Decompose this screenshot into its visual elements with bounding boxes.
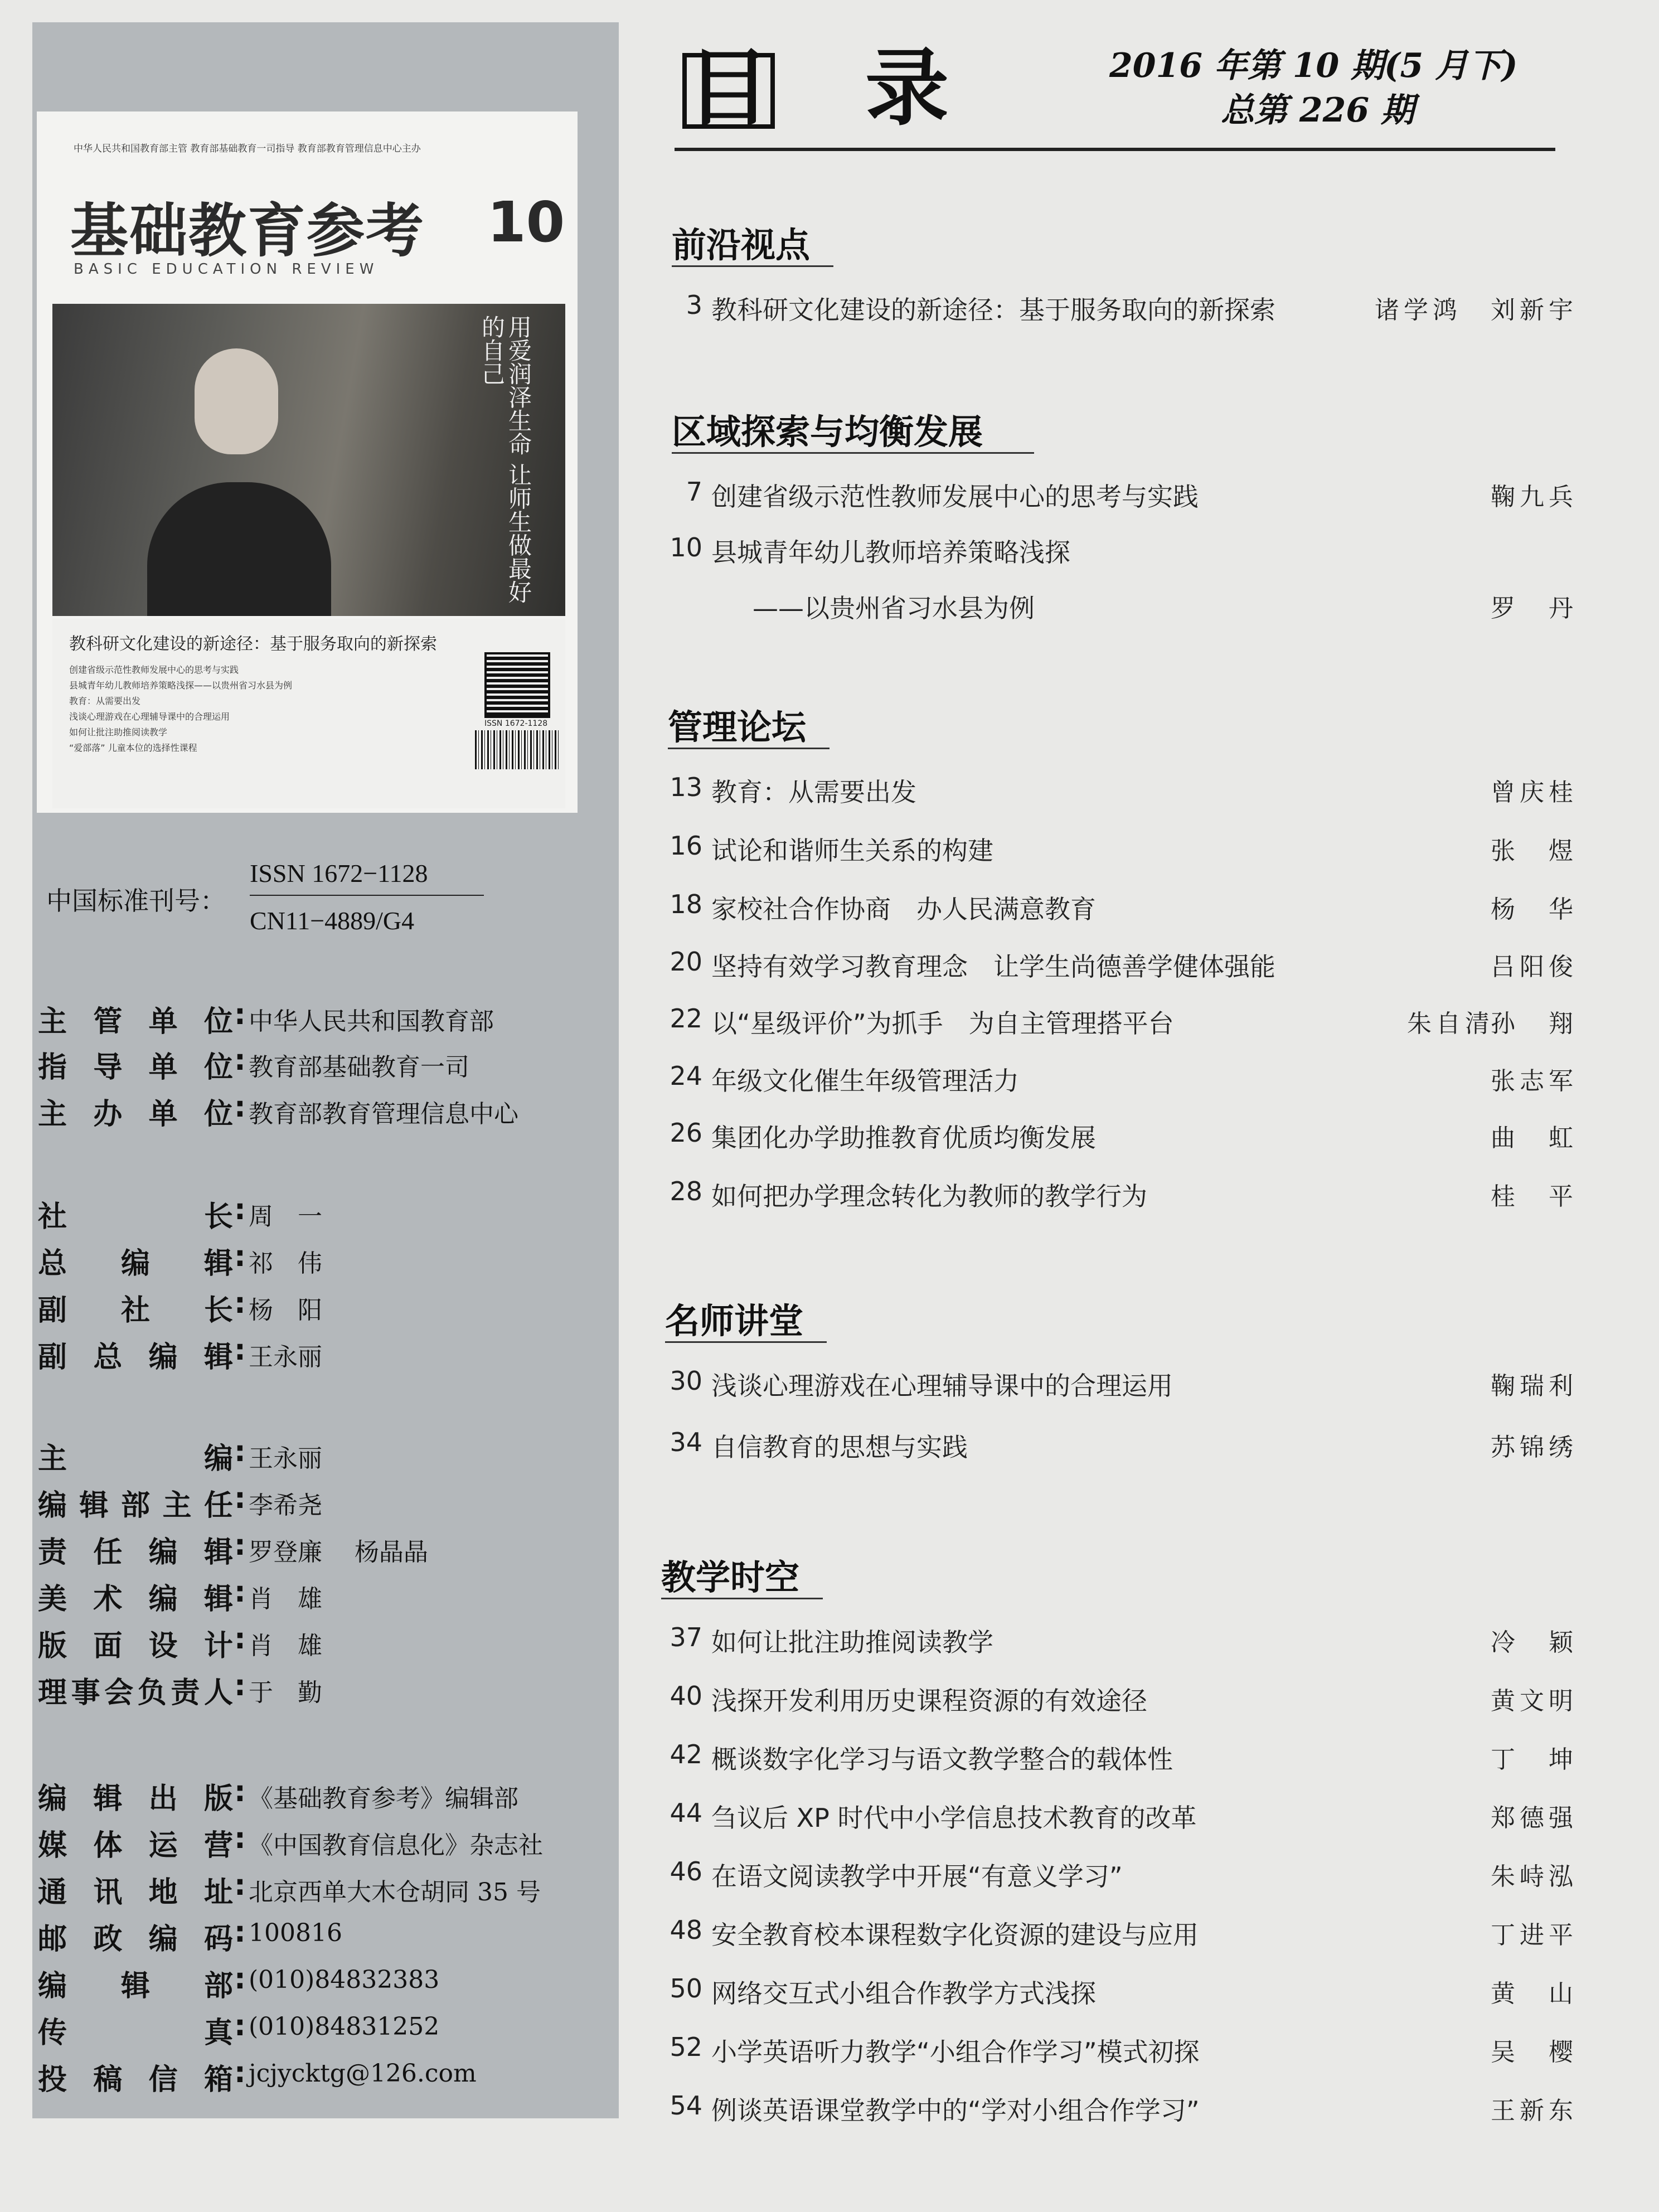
masthead-colon: : xyxy=(234,1915,246,1949)
entry-title: 如何让批注助推阅读教学 xyxy=(711,1627,993,1657)
entry-page-number: 46 xyxy=(670,1856,702,1886)
toc-entry[interactable] xyxy=(663,772,1578,811)
list-item: 如何让批注助推阅读教学 xyxy=(69,727,168,738)
toc-entry[interactable] xyxy=(663,1003,1578,1042)
masthead-value: 肖 雄 xyxy=(249,1632,322,1660)
toc-entry[interactable] xyxy=(663,831,1578,870)
cover-feature xyxy=(52,619,565,808)
masthead-value: 杨 阳 xyxy=(249,1296,322,1325)
masthead-colon: : xyxy=(234,1669,246,1702)
masthead-colon: : xyxy=(234,1529,246,1562)
entry-page-number: 24 xyxy=(670,1061,702,1091)
entry-author: 苏锦绣 xyxy=(1491,1433,1578,1462)
entry-author: 黄文明 xyxy=(1491,1687,1578,1715)
toc-entry[interactable] xyxy=(663,1366,1578,1405)
cover-image xyxy=(37,111,578,813)
entry-title: 教育：从需要出发 xyxy=(711,777,916,807)
toc-entry[interactable] xyxy=(663,1973,1578,2012)
masthead-label: 社长 xyxy=(38,1200,233,1234)
barcode-icon xyxy=(475,730,559,769)
page-title: 目录 xyxy=(687,40,1044,137)
masthead-value: 《基础教育参考》编辑部 xyxy=(249,1784,518,1813)
entry-page-number: 40 xyxy=(670,1681,702,1711)
masthead-label: 版面设计 xyxy=(38,1629,233,1663)
masthead-colon: : xyxy=(234,1193,246,1226)
masthead-label: 编辑部 xyxy=(38,1970,233,2003)
cover-feature-list xyxy=(69,662,292,756)
divider xyxy=(675,148,1555,151)
masthead-value: 肖 雄 xyxy=(249,1585,322,1613)
masthead-label: 通讯地址 xyxy=(38,1876,233,1909)
entry-title: 刍议后 XP 时代中小学信息技术教育的改革 xyxy=(711,1803,1197,1833)
masthead-value: 100816 xyxy=(249,1919,342,1947)
masthead-label: 编辑出版 xyxy=(38,1782,233,1816)
section-underline xyxy=(672,452,1034,454)
entry-page-number: 10 xyxy=(670,532,702,562)
entry-title: ——以贵州省习水县为例 xyxy=(753,593,1035,623)
entry-title: 概谈数字化学习与语文教学整合的载体性 xyxy=(711,1744,1173,1774)
cover-photo xyxy=(52,304,565,616)
masthead-value: 王永丽 xyxy=(249,1444,322,1473)
section-underline xyxy=(661,1598,823,1599)
masthead-label: 传真 xyxy=(38,2016,233,2050)
entry-author: 吕阳俊 xyxy=(1491,953,1578,981)
masthead-value: 罗登廉 杨晶晶 xyxy=(249,1538,428,1566)
masthead-row xyxy=(38,1915,618,1954)
entry-author: 丁 坤 xyxy=(1491,1745,1578,1774)
entry-page-number: 48 xyxy=(670,1915,702,1945)
masthead-label: 主办单位 xyxy=(38,1098,233,1131)
toc-entry[interactable] xyxy=(663,889,1578,928)
masthead-row xyxy=(38,2009,618,2048)
entry-author: 丁进平 xyxy=(1491,1921,1578,1949)
entry-title: 如何把办学理念转化为教师的教学行为 xyxy=(711,1181,1147,1211)
masthead-colon: : xyxy=(234,1240,246,1273)
entry-title: 浅谈心理游戏在心理辅导课中的合理运用 xyxy=(711,1371,1173,1401)
divider xyxy=(250,895,484,896)
entry-title: 家校社合作协商 办人民满意教育 xyxy=(711,894,1096,924)
toc-entry[interactable] xyxy=(663,1427,1578,1466)
masthead-value: 于 勤 xyxy=(249,1679,322,1707)
entry-title: 小学英语听力教学“小组合作学习”模式初探 xyxy=(711,2037,1200,2067)
masthead-row xyxy=(38,1090,618,1129)
masthead-colon: : xyxy=(234,1822,246,1855)
masthead-value: 李希尧 xyxy=(249,1491,322,1520)
masthead-row xyxy=(38,1822,618,1861)
entry-page-number: 37 xyxy=(670,1622,702,1652)
entry-page-number: 16 xyxy=(670,831,702,861)
section-underline xyxy=(672,265,833,267)
entry-page-number: 42 xyxy=(670,1739,702,1769)
entry-title: 创建省级示范性教师发展中心的思考与实践 xyxy=(711,482,1199,512)
entry-page-number: 18 xyxy=(670,889,702,919)
toc-entry[interactable] xyxy=(663,1681,1578,1720)
masthead-colon: : xyxy=(234,1333,246,1367)
entry-title: 试论和谐师生关系的构建 xyxy=(711,836,993,866)
masthead-value: 祁 伟 xyxy=(249,1249,322,1278)
entry-author: 罗 丹 xyxy=(1491,594,1578,623)
toc-entry[interactable] xyxy=(663,1915,1578,1954)
list-item: 县城青年幼儿教师培养策略浅探——以贵州省习水县为例 xyxy=(69,680,293,691)
masthead-row xyxy=(38,1482,618,1521)
masthead-value: (010)84832383 xyxy=(249,1966,440,1994)
masthead-label: 投稿信箱 xyxy=(38,2063,233,2097)
section-underline xyxy=(665,1341,827,1343)
entry-page-number: 3 xyxy=(686,290,702,320)
entry-author: 吴 樱 xyxy=(1491,2038,1578,2067)
masthead-value: jcjycktg@126.com xyxy=(249,2059,477,2088)
masthead-row xyxy=(38,1869,618,1908)
cn-number: CN11−4889/G4 xyxy=(250,906,415,935)
entry-page-number: 54 xyxy=(670,2090,702,2121)
list-item: 浅谈心理游戏在心理辅导课中的合理运用 xyxy=(69,711,230,722)
issn-label: 中国标准刊号： xyxy=(46,886,226,916)
masthead-row xyxy=(38,1669,618,1708)
entry-title: 坚持有效学习教育理念 让学生尚德善学健体强能 xyxy=(711,952,1275,982)
entry-title: 网络交互式小组合作教学方式浅探 xyxy=(711,1978,1096,2009)
entry-author: 王新东 xyxy=(1491,2097,1578,2125)
toc-entry[interactable] xyxy=(663,532,1578,571)
masthead-colon: : xyxy=(234,1575,246,1609)
barcode-issn: ISSN 1672-1128 xyxy=(484,719,548,728)
masthead-value: (010)84831252 xyxy=(249,2012,440,2041)
toc-entry[interactable] xyxy=(663,947,1578,986)
entry-page-number: 13 xyxy=(670,772,702,802)
masthead-row xyxy=(38,998,618,1037)
masthead-row xyxy=(38,1333,618,1372)
issue-label: 2016 年第 10 期(5 月下) xyxy=(1109,46,1518,85)
masthead-row xyxy=(38,1193,618,1232)
cover-title: 基础教育参考 xyxy=(70,196,425,265)
entry-page-number: 28 xyxy=(670,1176,702,1206)
cover-slogan: 用爱润泽生命 让师生做最好的自己 xyxy=(478,315,532,604)
cover-sponsors: 中华人民共和国教育部主管 教育部基础教育一司指导 教育部教育管理信息中心主办 xyxy=(74,143,421,154)
toc-entry[interactable] xyxy=(663,1798,1578,1837)
section-title: 管理论坛 xyxy=(668,707,807,748)
entry-page-number: 7 xyxy=(686,477,702,507)
cover-feature-title: 教科研文化建设的新途径：基于服务取向的新探索 xyxy=(69,634,437,654)
entry-page-number: 20 xyxy=(670,947,702,977)
masthead-colon: : xyxy=(234,2009,246,2043)
cover-person-body xyxy=(147,482,331,616)
section-title: 区域探索与均衡发展 xyxy=(672,411,983,452)
total-issue-label: 总第 226 期 xyxy=(1221,91,1415,130)
entry-page-number: 30 xyxy=(670,1366,702,1396)
masthead-row xyxy=(38,1529,618,1568)
masthead-row xyxy=(38,1622,618,1661)
masthead-row xyxy=(38,1575,618,1614)
masthead-row xyxy=(38,1044,618,1083)
toc-entry[interactable] xyxy=(663,290,1578,329)
section-title: 名师讲堂 xyxy=(665,1301,804,1341)
entry-page-number: 52 xyxy=(670,2032,702,2062)
masthead-colon: : xyxy=(234,998,246,1031)
masthead-value: 周 一 xyxy=(249,1202,322,1231)
entry-author: 黄 山 xyxy=(1491,1980,1578,2008)
masthead-row xyxy=(38,1240,618,1279)
toc-entry[interactable] xyxy=(663,2032,1578,2071)
masthead-label: 媒体运营 xyxy=(38,1829,233,1862)
masthead-colon: : xyxy=(234,1962,246,1996)
entry-title: 浅探开发利用历史课程资源的有效途径 xyxy=(711,1686,1147,1716)
masthead-label: 副总编辑 xyxy=(38,1341,233,1374)
entry-title: 集团化办学助推教育优质均衡发展 xyxy=(711,1123,1096,1153)
masthead-row xyxy=(38,1775,618,1814)
masthead-label: 责任编辑 xyxy=(38,1536,233,1569)
cover-person-head xyxy=(195,348,278,454)
entry-title: 以“星级评价”为抓手 为自主管理搭平台 xyxy=(711,1008,1174,1039)
masthead-label: 主编 xyxy=(38,1442,233,1476)
toc-entry[interactable] xyxy=(663,1856,1578,1895)
masthead-colon: : xyxy=(234,1435,246,1468)
masthead-label: 邮政编码 xyxy=(38,1923,233,1956)
entry-author: 张 煜 xyxy=(1491,837,1578,865)
masthead-panel xyxy=(32,22,619,2118)
entry-title: 自信教育的思想与实践 xyxy=(711,1432,968,1462)
list-item: “爱部落” 儿童本位的选择性课程 xyxy=(69,743,197,753)
entry-author: 桂 平 xyxy=(1491,1182,1578,1211)
issn-number: ISSN 1672−1128 xyxy=(250,859,428,887)
entry-title: 安全教育校本课程数字化资源的建设与应用 xyxy=(711,1920,1199,1950)
masthead-colon: : xyxy=(234,1775,246,1808)
masthead-value: 王永丽 xyxy=(249,1343,322,1371)
cover-header xyxy=(52,111,565,295)
masthead-colon: : xyxy=(234,1287,246,1320)
qr-code-icon xyxy=(484,652,550,718)
cover-title-en: BASIC EDUCATION REVIEW xyxy=(74,261,379,278)
masthead-label: 理事会负责人 xyxy=(38,1676,233,1710)
masthead-row xyxy=(38,2056,618,2095)
entry-author: 曲 虹 xyxy=(1491,1124,1578,1152)
entry-author: 张志军 xyxy=(1491,1067,1578,1095)
toc-entry[interactable] xyxy=(663,477,1578,516)
entry-author: 曾庆桂 xyxy=(1491,778,1578,807)
masthead-colon: : xyxy=(234,2056,246,2089)
masthead-label: 美术编辑 xyxy=(38,1583,233,1616)
entry-page-number: 26 xyxy=(670,1118,702,1148)
list-item: 创建省级示范性教师发展中心的思考与实践 xyxy=(69,664,239,675)
section-title: 教学时空 xyxy=(661,1557,800,1598)
entry-page-number: 22 xyxy=(670,1003,702,1034)
cover-issue-number: 10 xyxy=(487,190,565,255)
masthead-value: 教育部教育管理信息中心 xyxy=(249,1100,518,1128)
masthead-value: 《中国教育信息化》杂志社 xyxy=(249,1831,543,1860)
entry-author: 诸学鸿 刘新宇 xyxy=(1375,296,1578,324)
entry-author: 冷 颖 xyxy=(1491,1628,1578,1657)
masthead-value: 北京西单大木仓胡同 35 号 xyxy=(249,1878,541,1907)
masthead-label: 编辑部主任 xyxy=(38,1489,233,1522)
toc-entry[interactable] xyxy=(663,2090,1578,2129)
entry-author: 朱峙泓 xyxy=(1491,1862,1578,1891)
list-item: 教育：从需要出发 xyxy=(69,696,141,706)
section-underline xyxy=(668,748,830,749)
entry-page-number: 50 xyxy=(670,1973,702,2004)
masthead-row xyxy=(38,1287,618,1326)
toc-entry[interactable] xyxy=(663,1176,1578,1215)
masthead-value: 中华人民共和国教育部 xyxy=(249,1007,494,1036)
entry-title: 例谈英语课堂教学中的“学对小组合作学习” xyxy=(711,2095,1200,2126)
masthead-colon: : xyxy=(234,1482,246,1515)
masthead-colon: : xyxy=(234,1090,246,1124)
entry-author: 孙 翔 xyxy=(1491,1010,1578,1038)
masthead-row xyxy=(38,1435,618,1474)
toc-entry[interactable] xyxy=(663,1061,1578,1100)
entry-author: 杨 华 xyxy=(1491,895,1578,924)
entry-title: 教科研文化建设的新途径：基于服务取向的新探索 xyxy=(711,295,1275,325)
entry-author: 鞠瑞利 xyxy=(1491,1372,1578,1400)
masthead-colon: : xyxy=(234,1869,246,1902)
section-title: 前沿视点 xyxy=(672,225,811,265)
entry-title: 年级文化催生年级管理活力 xyxy=(711,1066,1019,1096)
masthead-colon: : xyxy=(234,1044,246,1077)
masthead-label: 主管单位 xyxy=(38,1005,233,1039)
masthead-row xyxy=(38,1962,618,2001)
entry-author: 鞠九兵 xyxy=(1491,483,1578,511)
masthead-label: 副社长 xyxy=(38,1294,233,1327)
toc-entry[interactable] xyxy=(663,588,1578,627)
toc-entry[interactable] xyxy=(663,1739,1578,1778)
toc-entry[interactable] xyxy=(663,1118,1578,1157)
entry-title: 在语文阅读教学中开展“有意义学习” xyxy=(711,1861,1123,1891)
entry-title: 县城青年幼儿教师培养策略浅探 xyxy=(711,537,1070,567)
masthead-value: 教育部基础教育一司 xyxy=(249,1053,469,1081)
toc-entry[interactable] xyxy=(663,1622,1578,1661)
masthead-colon: : xyxy=(234,1622,246,1656)
entry-page-number: 34 xyxy=(670,1427,702,1457)
masthead-label: 指导单位 xyxy=(38,1051,233,1084)
entry-author: 郑德强 xyxy=(1491,1804,1578,1832)
masthead-label: 总编辑 xyxy=(38,1247,233,1280)
entry-page-number: 44 xyxy=(670,1798,702,1828)
entry-author: 朱自清 xyxy=(1407,1010,1494,1038)
